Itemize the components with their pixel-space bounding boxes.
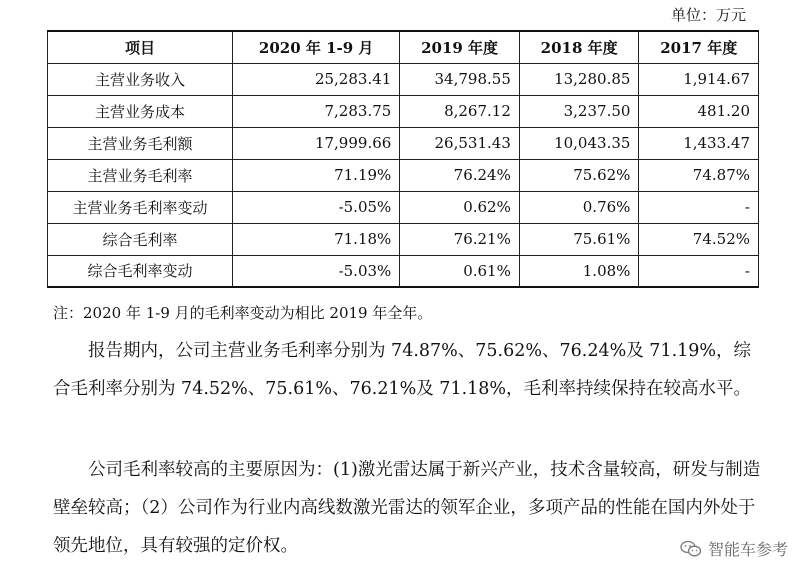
- cell-value: 1,914.67: [639, 63, 759, 95]
- unit-label: 单位：万元: [670, 6, 746, 24]
- header-item: 项目: [48, 31, 233, 63]
- cell-value: 1,433.47: [639, 127, 759, 159]
- row-label: 主营业务毛利率变动: [48, 191, 233, 223]
- table-row: [48, 223, 759, 255]
- table-header-row: [48, 31, 759, 63]
- watermark-text: 智能车参考: [707, 540, 788, 559]
- cell-value: 74.52%: [639, 223, 759, 255]
- cell-value: 3,237.50: [519, 95, 639, 127]
- cell-value: 26,531.43: [400, 127, 520, 159]
- cell-value: 34,798.55: [400, 63, 520, 95]
- table-row: [48, 127, 759, 159]
- paragraph-reasons: 公司毛利率较高的主要原因为：(1)激光雷达属于新兴产业，技术含量较高，研发与制造壁垒较高；（2）公司作为行业内高线数激光雷达的领军企业，多项产品的性能在国内外处于领先地位，具有较强的定价权。: [53, 460, 761, 556]
- row-label: 主营业务成本: [48, 95, 233, 127]
- cell-value: 13,280.85: [519, 63, 639, 95]
- paragraph-gross-margin: 报告期内，公司主营业务毛利率分别为 74.87%、75.62%、76.24%及 71.19%，综合毛利率分别为 74.52%、75.61%、76.21%及 71.18%，毛利率持续保持在较高水平。: [53, 341, 752, 399]
- header-2019: 2019 年度: [400, 31, 520, 63]
- cell-value: 0.61%: [400, 255, 520, 287]
- cell-value: 17,999.66: [233, 127, 400, 159]
- cell-value: 75.62%: [519, 159, 639, 191]
- cell-value: 74.87%: [639, 159, 759, 191]
- cell-value: 1.08%: [519, 255, 639, 287]
- table-row: [48, 191, 759, 223]
- cell-value: 0.76%: [519, 191, 639, 223]
- cell-value: 71.18%: [233, 223, 400, 255]
- cell-value: 8,267.12: [400, 95, 520, 127]
- wechat-icon: [680, 540, 702, 558]
- financial-table: [47, 30, 759, 288]
- cell-value: 0.62%: [400, 191, 520, 223]
- cell-value: 76.21%: [400, 223, 520, 255]
- cell-value: -: [639, 255, 759, 287]
- cell-value: 76.24%: [400, 159, 520, 191]
- cell-value: -5.05%: [233, 191, 400, 223]
- row-label: 主营业务毛利额: [48, 127, 233, 159]
- table-row: [48, 159, 759, 191]
- table-row: [48, 95, 759, 127]
- table-note: 注：2020 年 1-9 月的毛利率变动为相比 2019 年全年。: [53, 304, 433, 322]
- row-label: 主营业务毛利率: [48, 159, 233, 191]
- cell-value: 10,043.35: [519, 127, 639, 159]
- row-label: 综合毛利率变动: [48, 255, 233, 287]
- cell-value: 481.20: [639, 95, 759, 127]
- cell-value: 7,283.75: [233, 95, 400, 127]
- cell-value: -: [639, 191, 759, 223]
- table-row: [48, 255, 759, 287]
- header-2018: 2018 年度: [519, 31, 639, 63]
- row-label: 综合毛利率: [48, 223, 233, 255]
- cell-value: 75.61%: [519, 223, 639, 255]
- header-2017: 2017 年度: [639, 31, 759, 63]
- cell-value: 71.19%: [233, 159, 400, 191]
- header-2020-q1-q3: 2020 年 1-9 月: [233, 31, 400, 63]
- cell-value: -5.03%: [233, 255, 400, 287]
- row-label: 主营业务收入: [48, 63, 233, 95]
- watermark: [680, 537, 788, 560]
- table-row: [48, 63, 759, 95]
- cell-value: 25,283.41: [233, 63, 400, 95]
